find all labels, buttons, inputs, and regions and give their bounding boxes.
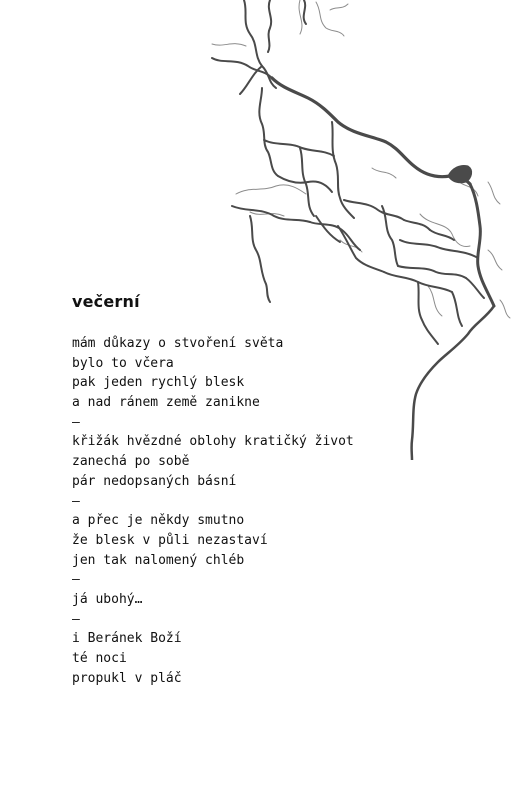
poem-separator: – xyxy=(72,493,80,509)
poem-line: pár nedopsaných básní xyxy=(72,473,237,489)
poem-title: večerní xyxy=(72,292,140,311)
poem-line: že blesk v půli nezastaví xyxy=(72,532,268,548)
poem-separator: – xyxy=(72,611,80,627)
poem-separator: – xyxy=(72,572,80,588)
poem-separator: – xyxy=(72,414,80,430)
poem-line: pak jeden rychlý blesk xyxy=(72,375,245,391)
poem-line: zanechá po sobě xyxy=(72,454,190,470)
poem-line: propukl v pláč xyxy=(72,670,182,686)
poem-line: jen tak nalomený chléb xyxy=(72,552,245,568)
poem-line: mám důkazy o stvoření světa xyxy=(72,336,284,351)
poem-line: a přec je někdy smutno xyxy=(72,513,245,529)
poem-line: já ubohý… xyxy=(72,591,143,607)
poem-line: křižák hvězdné oblohy kratičký život xyxy=(72,434,354,450)
poem-body xyxy=(72,334,354,688)
poem-line: té noci xyxy=(72,651,127,666)
river-tributaries-light xyxy=(212,0,510,318)
poem-line: a nad ránem země zanikne xyxy=(72,395,260,411)
poem-line: i Beránek Boží xyxy=(72,631,182,647)
poem-line: bylo to včera xyxy=(72,355,174,371)
